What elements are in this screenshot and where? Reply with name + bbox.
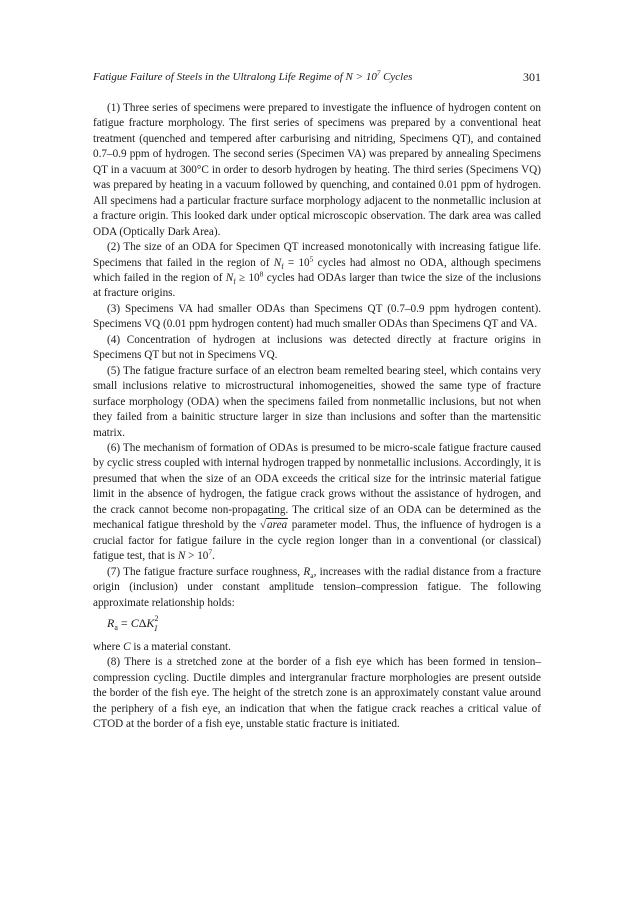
paragraph-4: (4) Concentration of hydrogen at inclusions was detected directly at fracture origins in Specimens QT but not in Specimens VQ. bbox=[93, 333, 541, 362]
paragraph-7: (7) The fatigue fracture surface roughness, $R_a$, increases with the radial distance from a fracture origin (inclusion) under constant amplitude tension–compression fatigue. The following approximate relationship holds: bbox=[93, 565, 542, 609]
paragraph-3: (3) Specimens VA had smaller ODAs than Specimens QT (0.7–0.9 ppm hydrogen content). Specimens VQ (0.01 ppm hydrogen content) had much smaller ODAs than Specimens QT and VA. bbox=[93, 302, 541, 331]
paragraph-2: (2) The size of an ODA for Specimen QT increased monotonically with increasing fatigue life. Specimens that failed in the region of $N_f = 10^5$ cycles had almost no ODA, although specimens which failed in the region of $N_f \ge 10^8$ cycles had ODAs larger than twice the size of the inclusions at fracture origins. bbox=[93, 241, 542, 300]
formula-where-clause: where C is a material constant. bbox=[93, 640, 231, 653]
sqrt-area-symbol: √area bbox=[259, 519, 288, 532]
paragraph-1: (1) Three series of specimens were prepared to investigate the influence of hydrogen content on fatigue fracture morphology. The first series of specimens was prepared by a conventional heat treatment (quenched and tempered after carburising and nitriding, Specimens QT), and contained 0.7–0.9 ppm of hydrogen. The second series (Specimen VA) was prepared by annealing Specimens QT in a vacuum at 300°C in order to desorb hydrogen by heating. The third series (Specimens VQ) was prepared by heating in a vacuum followed by quenching, and contained 0.01 ppm of hydrogen. All specimens had a particular fracture surface morphology adjacent to the nonmetallic inclusion at a fracture origin. This looked dark under optical microscopic observation. The dark area was called ODA (Optically Dark Area). bbox=[93, 102, 541, 238]
paragraph-5: (5) The fatigue fracture surface of an electron beam remelted bearing steel, which contains very small inclusions relative to microstructural inhomogeneities, showed the same type of fracture surface morphology (ODA) when the specimens failed from nonmetallic inclusions, but not when they failed from a bainitic structure larger in size than inclusions and softer than the martensitic matrix. bbox=[93, 364, 541, 439]
roughness-formula: $R_a = C\Delta K$ 2 I bbox=[107, 613, 159, 633]
body-text bbox=[93, 101, 541, 733]
paragraph-6: (6) The mechanism of formation of ODAs is presumed to be micro-scale fatigue fracture caused by cyclic stress coupled with internal hydrogen trapped by nonmetallic inclusions. Accordingly, it is presumed that when the size of an ODA exceeds the critical size for the intrinsic material fatigue limit in the absence of hydrogen, the fatigue crack grows without the assistance of hydrogen, and the crack cannot become non-propagating. The critical size of an ODA can be determined as the mechanical fatigue threshold by the √area parameter model. Thus, the influence of hydrogen is a crucial factor for fatigue failure in the cycle region longer than in a conventional (or classical) fatigue test, that is $N > 10^7$. bbox=[93, 441, 541, 563]
running-title: Fatigue Failure of Steels in the Ultralong Life Regime of $N > 10^7$ Cycles bbox=[93, 69, 413, 83]
running-header bbox=[93, 70, 541, 86]
page-number: 301 bbox=[523, 70, 541, 84]
paragraph-8: (8) There is a stretched zone at the border of a fish eye which has been formed in tension–compression cycling. Ductile dimples and intergranular fracture morphologies are present outside the border of the fish eye. The height of the stretch zone is an approximately constant value around the periphery of a fish eye, an indication that when the fatigue crack reaches a critical value of CTOD at the border of a fish eye, unstable static fracture is initiated. bbox=[93, 656, 541, 731]
